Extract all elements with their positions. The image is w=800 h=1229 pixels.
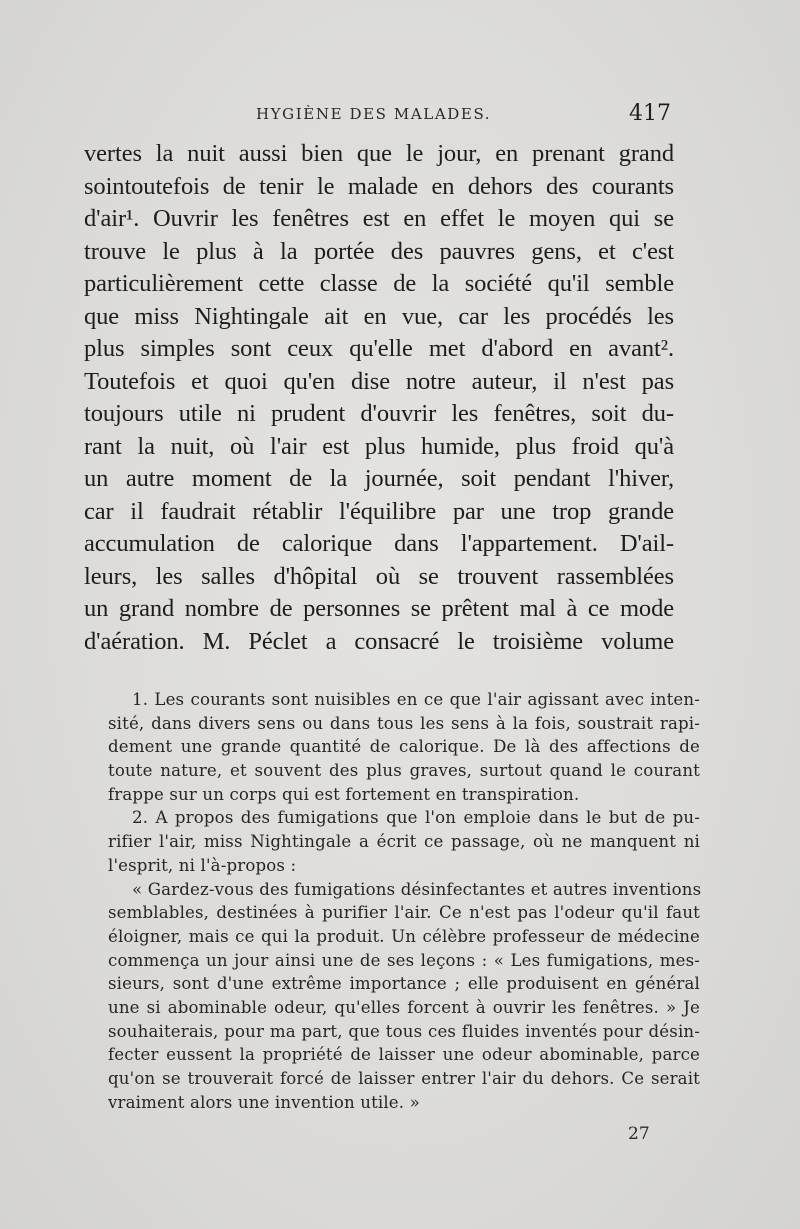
footnote-line: commença un jour ainsi une de ses leçons : « Les fumigations, mes-: [108, 950, 700, 970]
body-line: accumulation de calorique dans l'appartement. D'ail-: [84, 530, 674, 557]
footnote-line: fecter eussent la propriété de laisser une odeur abominable, parce: [108, 1045, 700, 1065]
footnote-line: une si abominable odeur, qu'elles forcent à ouvrir les fenêtres. » Je: [108, 997, 700, 1017]
page-header: [256, 103, 671, 129]
footnote-line: souhaiterais, pour ma part, que tous ces fluides inventés pour désin-: [108, 1021, 700, 1041]
footnote-line: sieurs, sont d'une extrême importance ; elle produisent en général: [108, 974, 700, 994]
body-line: un autre moment de la journée, soit pendant l'hiver,: [84, 465, 674, 492]
footnote-line: « Gardez-vous des fumigations désinfectantes et autres inventions: [132, 879, 702, 899]
signature-mark: 27: [628, 1124, 650, 1144]
main-text: [84, 138, 674, 658]
body-line: plus simples sont ceux qu'elle met d'abord en avant².: [84, 335, 674, 362]
footnote-line: frappe sur un corps qui est fortement en transpiration.: [108, 784, 580, 804]
body-line: trouve le plus à la portée des pauvres gens, et c'est: [84, 237, 674, 265]
footnote-line: 2. A propos des fumigations que l'on emploie dans le but de pu-: [132, 808, 700, 828]
footnote-line: semblables, destinées à purifier l'air. Ce n'est pas l'odeur qu'il faut: [108, 903, 700, 923]
footnote-line: 1. Les courants sont nuisibles en ce que l'air agissant avec inten-: [132, 690, 700, 709]
body-line: vertes la nuit aussi bien que le jour, en prenant grand: [84, 140, 674, 167]
footnote-line: l'esprit, ni l'à-propos :: [108, 855, 297, 875]
body-line: leurs, les salles d'hôpital où se trouvent rassemblées: [84, 562, 674, 590]
body-line: toujours utile ni prudent d'ouvrir les fenêtres, soit du-: [84, 400, 674, 427]
body-line: particulièrement cette classe de la société qu'il semble: [84, 270, 674, 297]
footnote-line: dement une grande quantité de calorique. De là des affections de: [108, 737, 700, 757]
footnote-line: vraiment alors une invention utile. »: [108, 1092, 420, 1112]
footnotes: [108, 688, 700, 1114]
body-line: d'aération. M. Péclet a consacré le troisième volume: [84, 627, 674, 655]
body-line: un grand nombre de personnes se prêtent mal à ce mode: [84, 595, 674, 622]
body-line: sointoutefois de tenir le malade en dehors des courants: [84, 172, 674, 200]
body-line: car il faudrait rétablir l'équilibre par une trop grande: [84, 497, 674, 525]
body-line: d'air¹. Ouvrir les fenêtres est en effet le moyen qui se: [84, 205, 674, 232]
running-title: HYGIÈNE DES MALADES.: [256, 105, 492, 123]
footnote-line: toute nature, et souvent des plus graves, surtout quand le courant: [108, 761, 700, 781]
body-line: Toutefois et quoi qu'en dise notre auteur, il n'est pas: [84, 367, 674, 395]
footnote-line: éloigner, mais ce qui la produit. Un célèbre professeur de médecine: [108, 926, 700, 946]
footnote-line: qu'on se trouverait forcé de laisser entrer l'air du dehors. Ce serait: [108, 1069, 700, 1088]
page-number: 417: [629, 101, 671, 126]
footnote-line: rifier l'air, miss Nightingale a écrit ce passage, où ne manquent ni: [108, 832, 700, 852]
footnote-line: sité, dans divers sens ou dans tous les sens à la fois, soustrait rapi-: [108, 713, 700, 733]
body-line: que miss Nightingale ait en vue, car les procédés les: [84, 302, 674, 330]
body-line: rant la nuit, où l'air est plus humide, plus froid qu'à: [84, 432, 674, 460]
